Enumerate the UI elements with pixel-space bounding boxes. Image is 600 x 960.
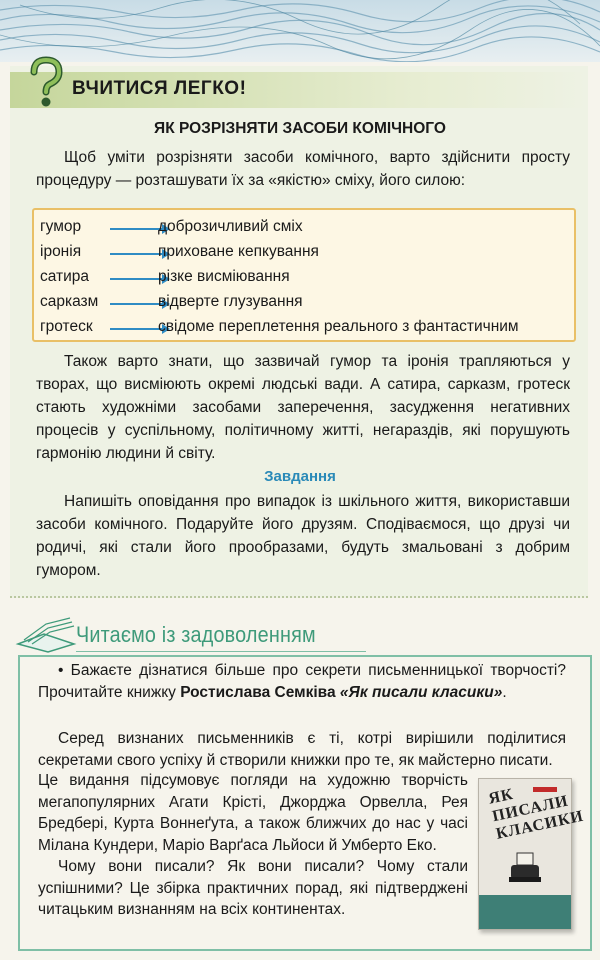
book-author: Ростислава Семківа <box>180 683 336 701</box>
term-definition: відверте глузування <box>158 293 303 310</box>
book-cover-image <box>478 778 586 930</box>
term-definition: свідоме переплетення реального з фантастичним <box>158 318 519 335</box>
recommendation-paragraph <box>38 660 566 703</box>
typewriter-icon <box>507 851 543 885</box>
term-definition: приховане кепкування <box>158 243 319 260</box>
terms-box <box>32 208 576 342</box>
term-definition: доброзичливий сміх <box>158 218 303 235</box>
term-definition: різке висміювання <box>158 268 290 285</box>
term-label: гротеск <box>40 318 93 335</box>
book-cover-title: ЯК ПИСАЛИ КЛАСИКИ <box>487 785 586 843</box>
punctuation: . <box>502 683 507 701</box>
term-label: сатира <box>40 268 90 285</box>
task-label: Завдання <box>264 468 336 485</box>
heading-underline <box>76 651 366 652</box>
term-label: сарказм <box>40 293 99 310</box>
term-label: іронія <box>40 243 82 260</box>
question-mark-icon <box>26 56 66 110</box>
article-title: ЯК РОЗРІЗНЯТИ ЗАСОБИ КОМІЧНОГО <box>154 120 446 137</box>
reading-section-heading: Читаємо із задоволенням <box>76 622 316 647</box>
recommendation-text: • Бажаєте дізнатися більше про секрети письменницької творчості? Прочитайте книжку <box>38 662 566 701</box>
summary-paragraph: Це видання підсумовує погляди на художню творчість мегапопулярних Агати Крісті, Джорджа Орвелла, Рея Бредбері, Курта Воннеґута, а також ближчих до нас у часі Мілана Кундери, Маріо Варґаса Льйоси й Умберто Еко. <box>38 772 468 854</box>
intro-paragraph: Щоб уміти розрізняти засоби комічного, варто здійснити просту процедуру — розташувати їх за «якістю» сміху, його силою: <box>36 149 570 189</box>
decorative-waves <box>0 0 600 62</box>
book-cover-bottom <box>479 895 571 929</box>
book-title: «Як писали класики» <box>339 683 503 701</box>
explanation-paragraph: Також варто знати, що зазвичай гумор та іронія трапляються у творах, що висміюють окремі людські вади. А сатира, сарказм, гротеск стають художніми засобами заперечення, засудження негативних процесів у суспільному, політичному житті, негараздів, які порушують гармонію людини й світу. <box>36 353 570 462</box>
term-label: гумор <box>40 218 82 235</box>
open-book-icon <box>14 614 78 654</box>
section-heading: ВЧИТИСЯ ЛЕГКО! <box>72 78 247 99</box>
questions-paragraph: Чому вони писали? Як вони писали? Чому стали успішними? Це збірка практичних порад, які підтверджені читацьким визнанням на всіх континентах. <box>38 858 468 918</box>
task-paragraph: Напишіть оповідання про випадок із шкільного життя, використавши засоби комічного. Подаруйте його друзям. Сподіваємося, що друзі чи родичі, які стали його прообразами, будуть змальовані з добрим гумором. <box>36 493 570 579</box>
writers-paragraph: Серед визнаних письменників є ті, котрі вирішили поділитися секретами свого успіху й створили книжки про те, як майстерно писати. <box>38 730 566 769</box>
